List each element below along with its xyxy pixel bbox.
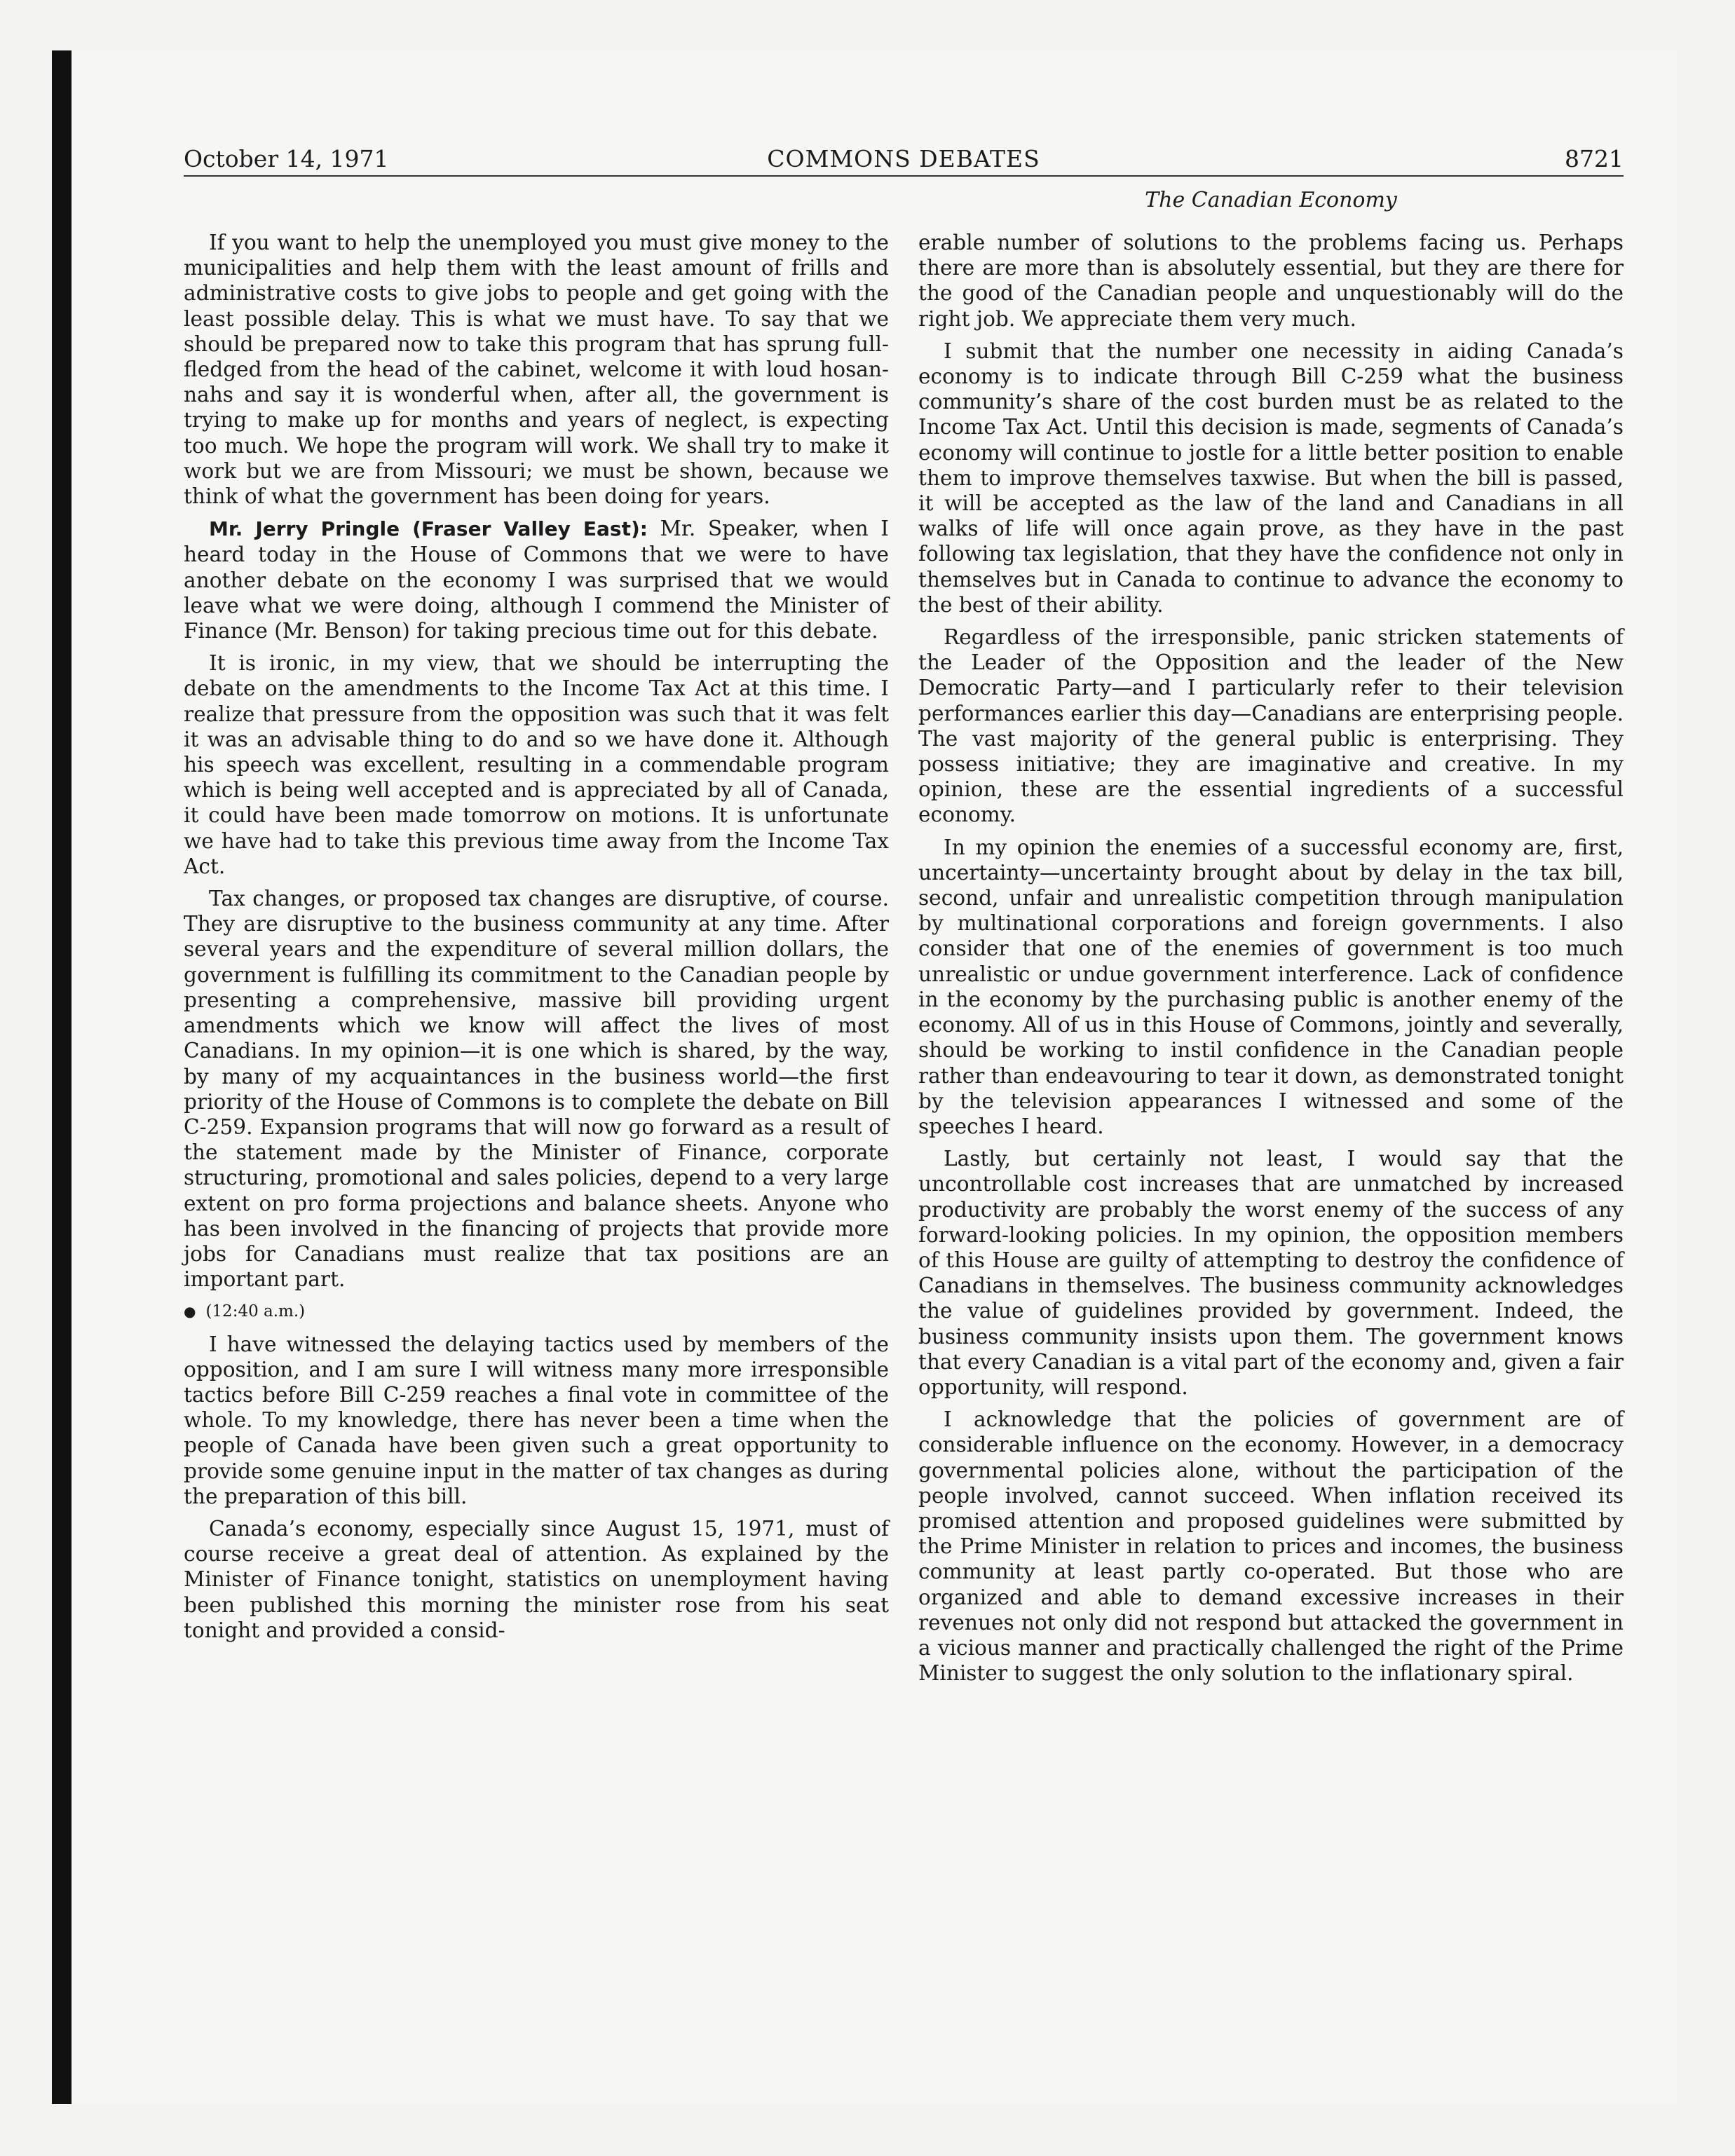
paragraph: If you want to help the unemployed you must give money to the municipalities and help them with the least amount of frills and administrative costs to give jobs to people and get going with the least possible delay. This is what we must have. To say that we should be prepared now to take this program that has sprung full-fledged from the head of the cabinet, welcome it with loud hosannahs and say it is wonderful when, after all, the government is trying to make up for months and years of neglect, is expecting too much. We hope the program will work. We shall try to make it work but we are from Missouri; we must be shown, because we think of what the government has been doing for years. bbox=[184, 231, 889, 509]
timestamp bbox=[184, 1299, 889, 1324]
paragraph: I acknowledge that the policies of government are of considerable influence on the economy. However, in a democracy governmental policies alone, without the participation of the people involved, cannot succeed. When inflation received its promised attention and proposed guidelines were submitted by the Prime Minister in relation to prices and incomes, the business community at least partly co-operated. But those who are organized and able to demand excessive increases in their revenues not only did not respond but attacked the government in a vicious manner and practically challenged the right of the Prime Minister to suggest the only solution to the inflationary spiral. bbox=[918, 1407, 1624, 1686]
paragraph: In my opinion the enemies of a successful economy are, first, uncertainty—uncertainty brought about by delay in the tax bill, second, unfair and unrealistic competition through manipulation by multinational corporations and foreign governments. I also consider that one of the enemies of government is too much unrealistic or undue government interference. Lack of confidence in the economy by the purchasing public is another enemy of the economy. All of us in this House of Commons, jointly and severally, should be working to instil confidence in the Canadian people rather than endeavouring to tear it down, as demonstrated tonight by the television appearances I witnessed and some of the speeches I heard. bbox=[918, 835, 1624, 1138]
scan-edge bbox=[52, 50, 72, 2104]
timestamp-text: (12:40 a.m.) bbox=[205, 1302, 306, 1321]
paragraph: Lastly, but certainly not least, I would say that the uncontrollable cost increases that are unmatched by increased productivity are probably the worst enemy of the success of any forward-looking policies. In my opinion, the opposition members of this House are guilty of attempting to destroy the confidence of Canadians in themselves. The business community acknowledges the value of guidelines provided by government. Indeed, the business community insists upon them. The government knows that every Canadian is a vital part of the economy and, given a fair opportunity, will respond. bbox=[918, 1147, 1624, 1399]
paragraph: I submit that the number one necessity in aiding Canada’s economy is to indicate through Bill C-259 what the business community’s share of the cost burden must be as related to the Income Tax Act. Until this decision is made, segments of Canada’s economy will continue to jostle for a little better position to enable them to improve themselves taxwise. But when the bill is passed, it will be accepted as the law of the land and Canadians in all walks of life will once again prove, as they have in the past following tax legislation, that they have the confidence not only in themselves but in Canada to continue to advance the economy to the best of their ability. bbox=[918, 339, 1624, 617]
paragraph-continued: erable number of solutions to the problems facing us. Perhaps there are more than is absolutely essential, but they are there for the good of the Canadian people and unquestionably will do the right job. We appreciate them very much. bbox=[918, 231, 1624, 331]
bullet-icon: ● bbox=[184, 1303, 196, 1321]
left-column bbox=[184, 230, 889, 1650]
header-page-number: 8721 bbox=[1565, 145, 1624, 172]
speaker-text: Mr. Speaker, when I heard today in the House of Commons that we were to have another debate on the economy I was surprised that we would leave what we were doing, although I commend the Minister of Finance (Mr. Benson) for taking precious time out for this debate. bbox=[184, 517, 889, 643]
paragraph: Tax changes, or proposed tax changes are disruptive, of course. They are disruptive to the business community at any time. After several years and the expenditure of several million dollars, the government is fulfilling its commitment to the Canadian people by presenting a comprehensive, massive bill providing urgent amendments which we know will affect the lives of most Canadians. In my opinion—it is one which is shared, by the way, by many of my acquaintances in the business world—the first priority of the House of Commons is to complete the debate on Bill C-259. Expansion programs that will now go forward as a result of the statement made by the Minister of Finance, corporate structuring, promotional and sales policies, depend to a very large extent on pro forma projections and balance sheets. Anyone who has been involved in the financing of projects that provide more jobs for Canadians must realize that tax positions are an important part. bbox=[184, 887, 889, 1292]
paragraph: Regardless of the irresponsible, panic stricken statements of the Leader of the Opposition and the leader of the New Democratic Party—and I particularly refer to their television performances earlier this day—Canadians are enterprising people. The vast majority of the general public is enterprising. They possess initiative; they are imaginative and creative. In my opinion, these are the essential ingredients of a successful economy. bbox=[918, 625, 1624, 827]
header-date: October 14, 1971 bbox=[184, 145, 389, 172]
header-journal-title: COMMONS DEBATES bbox=[767, 145, 1040, 172]
speaker-paragraph bbox=[184, 516, 889, 643]
paragraph: I have witnessed the delaying tactics used by members of the opposition, and I am sure I will witness many more irresponsible tactics before Bill C-259 reaches a final vote in committee of the whole. To my knowledge, there has never been a time when the people of Canada have been given such a great opportunity to provide some genuine input in the matter of tax changes as during the preparation of this bill. bbox=[184, 1332, 889, 1508]
section-title: The Canadian Economy bbox=[1145, 188, 1397, 212]
right-column bbox=[918, 230, 1624, 1693]
page-header bbox=[184, 139, 1624, 177]
paragraph: Canada’s economy, especially since August 15, 1971, must of course receive a great deal of attention. As explained by the Minister of Finance tonight, statistics on unemployment having been published this morning the minister rose from his seat tonight and provided a consid- bbox=[184, 1516, 889, 1642]
speaker-name: Mr. Jerry Pringle (Fraser Valley East): bbox=[209, 517, 648, 541]
paragraph: It is ironic, in my view, that we should be interrupting the debate on the amendments to the Income Tax Act at this time. I realize that pressure from the opposition was such that it was felt it was an advisable thing to do and so we have done it. Although his speech was excellent, resulting in a commendable program which is being well accepted and is appreciated by all of Canada, it could have been made tomorrow on motions. It is unfortunate we have had to take this previous time away from the Income Tax Act. bbox=[184, 651, 889, 878]
